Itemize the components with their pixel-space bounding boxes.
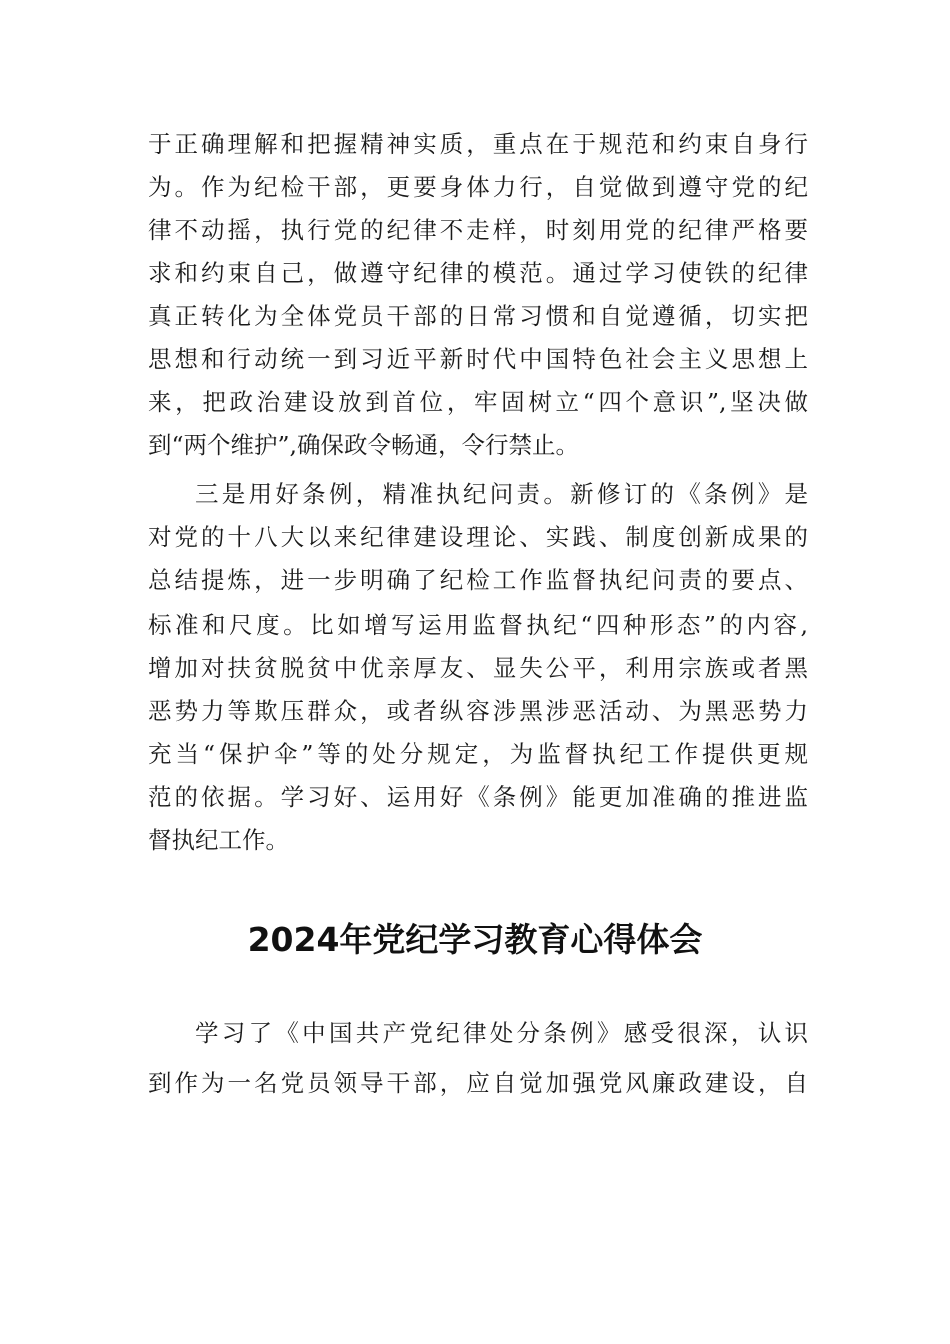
text-line: 三是用好条例，精准执纪问责。新修订的《条例》是	[195, 480, 808, 508]
text-line: 来，把政治建设放到首位，牢固树立“四个意识”,坚决做	[148, 388, 808, 416]
text-line: 到作为一名党员领导干部，应自觉加强党风廉政建设，自	[148, 1069, 808, 1097]
text-line: 增加对扶贫脱贫中优亲厚友、显失公平，利用宗族或者黑	[148, 654, 808, 682]
text-line: 恶势力等欺压群众，或者纵容涉黑涉恶活动、为黑恶势力	[148, 697, 808, 725]
text-line: 督执纪工作。	[148, 826, 289, 854]
text-line: 思想和行动统一到习近平新时代中国特色社会主义思想上	[148, 345, 808, 373]
text-line: 标准和尺度。比如增写运用监督执纪“四种形态”的内容,	[148, 611, 808, 639]
text-line: 充当“保护伞”等的处分规定，为监督执纪工作提供更规	[148, 740, 808, 768]
text-line: 求和约束自己，做遵守纪律的模范。通过学习使铁的纪律	[148, 259, 808, 287]
document-title: 2024年党纪学习教育心得体会	[247, 920, 703, 959]
text-line: 到“两个维护”,确保政令畅通，令行禁止。	[148, 431, 579, 459]
text-line: 律不动摇，执行党的纪律不走样，时刻用党的纪律严格要	[148, 216, 808, 244]
text-line: 为。作为纪检干部，更要身体力行，自觉做到遵守党的纪	[148, 173, 808, 201]
text-line: 对党的十八大以来纪律建设理论、实践、制度创新成果的	[148, 523, 808, 551]
text-line: 总结提炼，进一步明确了纪检工作监督执纪问责的要点、	[148, 566, 808, 594]
text-line: 于正确理解和把握精神实质，重点在于规范和约束自身行	[148, 130, 808, 158]
text-line: 真正转化为全体党员干部的日常习惯和自觉遵循，切实把	[148, 302, 808, 330]
text-line: 范的依据。学习好、运用好《条例》能更加准确的推进监	[148, 783, 808, 811]
text-line: 学习了《中国共产党纪律处分条例》感受很深，认识	[195, 1019, 808, 1047]
